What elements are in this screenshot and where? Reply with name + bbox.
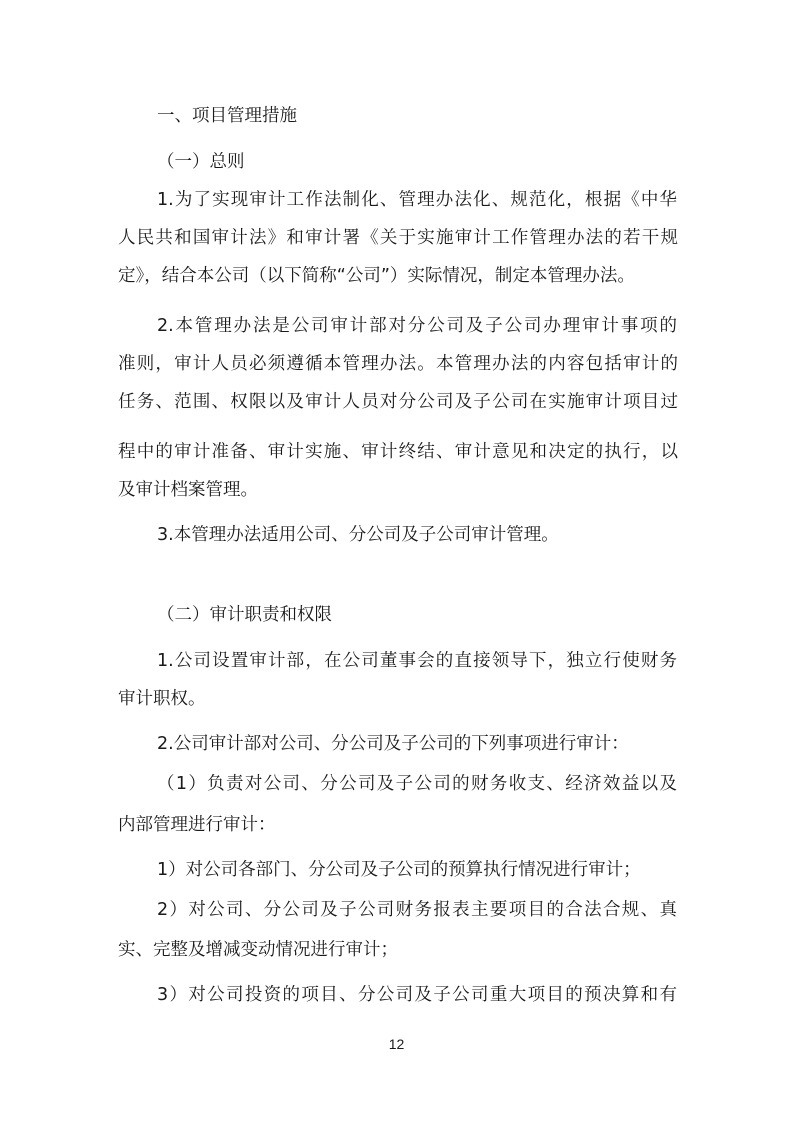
paragraph-line: 人民共和国审计法》和审计署《关于实施审计工作管理办法的若干规	[118, 228, 678, 248]
section-title-audit-duties: （二）审计职责和权限	[157, 605, 332, 625]
paragraph-line: 2）对公司、分公司及子公司财务报表主要项目的合法合规、真	[157, 900, 677, 920]
page-number: 12	[388, 1036, 405, 1052]
paragraph-line: 1）对公司各部门、分公司及子公司的预算执行情况进行审计；	[157, 860, 641, 880]
paragraph-line: 内部管理进行审计：	[118, 815, 276, 835]
paragraph-line: 3.本管理办法适用公司、分公司及子公司审计管理。	[157, 525, 559, 545]
paragraph-line: 任务、范围、权限以及审计人员对分公司及子公司在实施审计项目过	[118, 392, 678, 412]
heading-project-management-measures: 一、项目管理措施	[157, 106, 297, 126]
paragraph-line: 及审计档案管理。	[118, 480, 258, 500]
paragraph-line: 审计职权。	[118, 689, 206, 709]
paragraph-line: 准则，审计人员必须遵循本管理办法。本管理办法的内容包括审计的	[118, 354, 678, 374]
paragraph-line: 2.公司审计部对公司、分公司及子公司的下列事项进行审计：	[157, 734, 629, 754]
section-title-general: （一）总则	[157, 152, 245, 172]
paragraph-line: 1.公司设置审计部，在公司董事会的直接领导下，独立行使财务	[157, 651, 677, 671]
paragraph-line: 程中的审计准备、审计实施、审计终结、审计意见和决定的执行，以	[118, 442, 678, 462]
paragraph-line: 3）对公司投资的项目、分公司及子公司重大项目的预决算和有	[157, 985, 677, 1005]
paragraph-line: 1.为了实现审计工作法制化、管理办法化、规范化，根据《中华	[157, 190, 677, 210]
paragraph-line: 2.本管理办法是公司审计部对分公司及子公司办理审计事项的	[157, 316, 677, 336]
paragraph-line: （1）负责对公司、分公司及子公司的财务收支、经济效益以及	[157, 774, 677, 794]
paragraph-line: 实、完整及增减变动情况进行审计；	[118, 940, 398, 960]
paragraph-line: 定》，结合本公司（以下简称“公司”）实际情况，制定本管理办法。	[118, 266, 635, 286]
